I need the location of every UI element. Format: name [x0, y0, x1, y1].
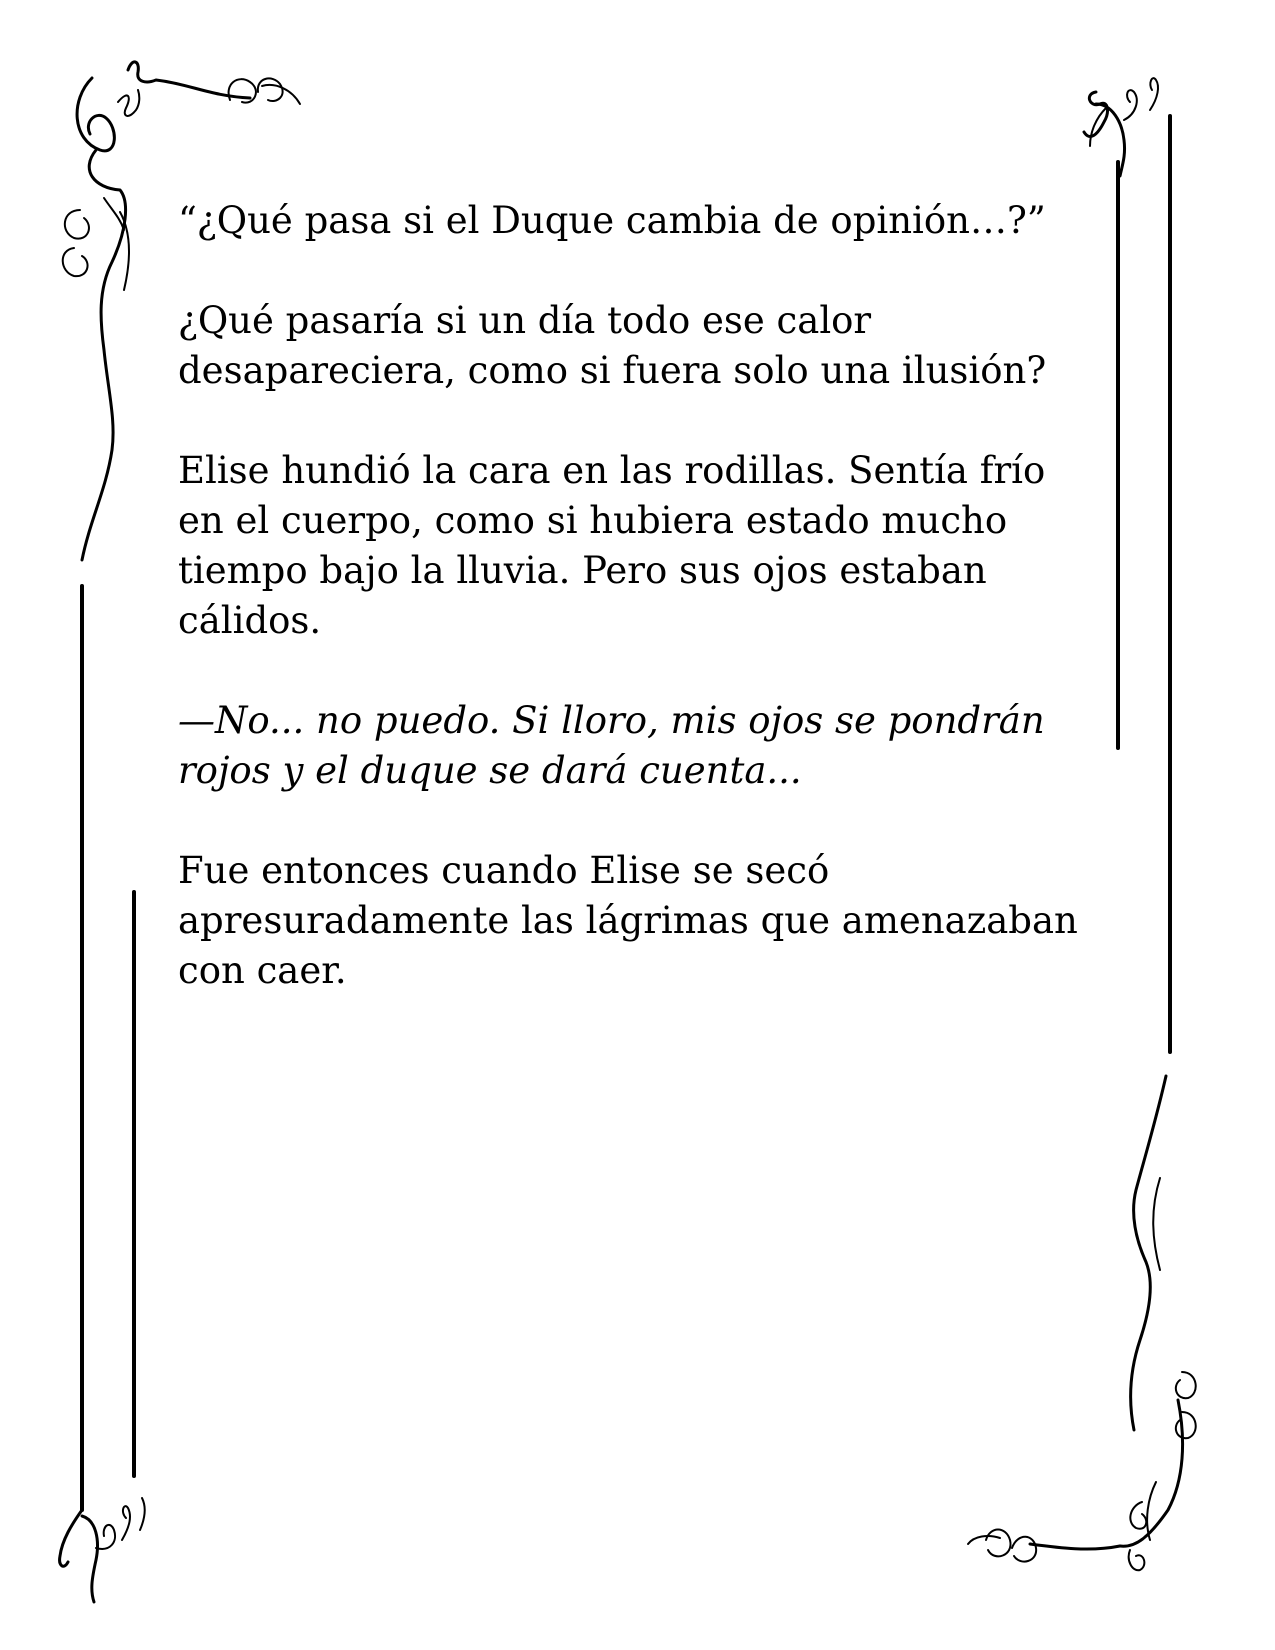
paragraph-4-dialogue: —No... no puedo. Si lloro, mis ojos se pondrán rojos y el duque se dará cuenta... [178, 699, 1045, 792]
paragraph-2: ¿Qué pasaría si un día todo ese calor desapareciera, como si fuera solo una ilusión? [178, 299, 1047, 392]
paragraph-5: Fue entonces cuando Elise se secó apresuradamente las lágrimas que amenazaban con caer. [178, 849, 1078, 992]
paragraph-3: Elise hundió la cara en las rodillas. Sentía frío en el cuerpo, como si hubiera estado mucho tiempo bajo la lluvia. Pero sus ojos estaban cálidos. [178, 449, 1046, 642]
flourish-top-right-icon [1084, 78, 1158, 176]
story-text [178, 196, 1098, 1046]
flourish-bottom-right-icon [968, 1076, 1196, 1570]
flourish-bottom-left-icon [60, 1498, 145, 1602]
paragraph-1: “¿Qué pasa si el Duque cambia de opinión…?” [178, 199, 1046, 242]
